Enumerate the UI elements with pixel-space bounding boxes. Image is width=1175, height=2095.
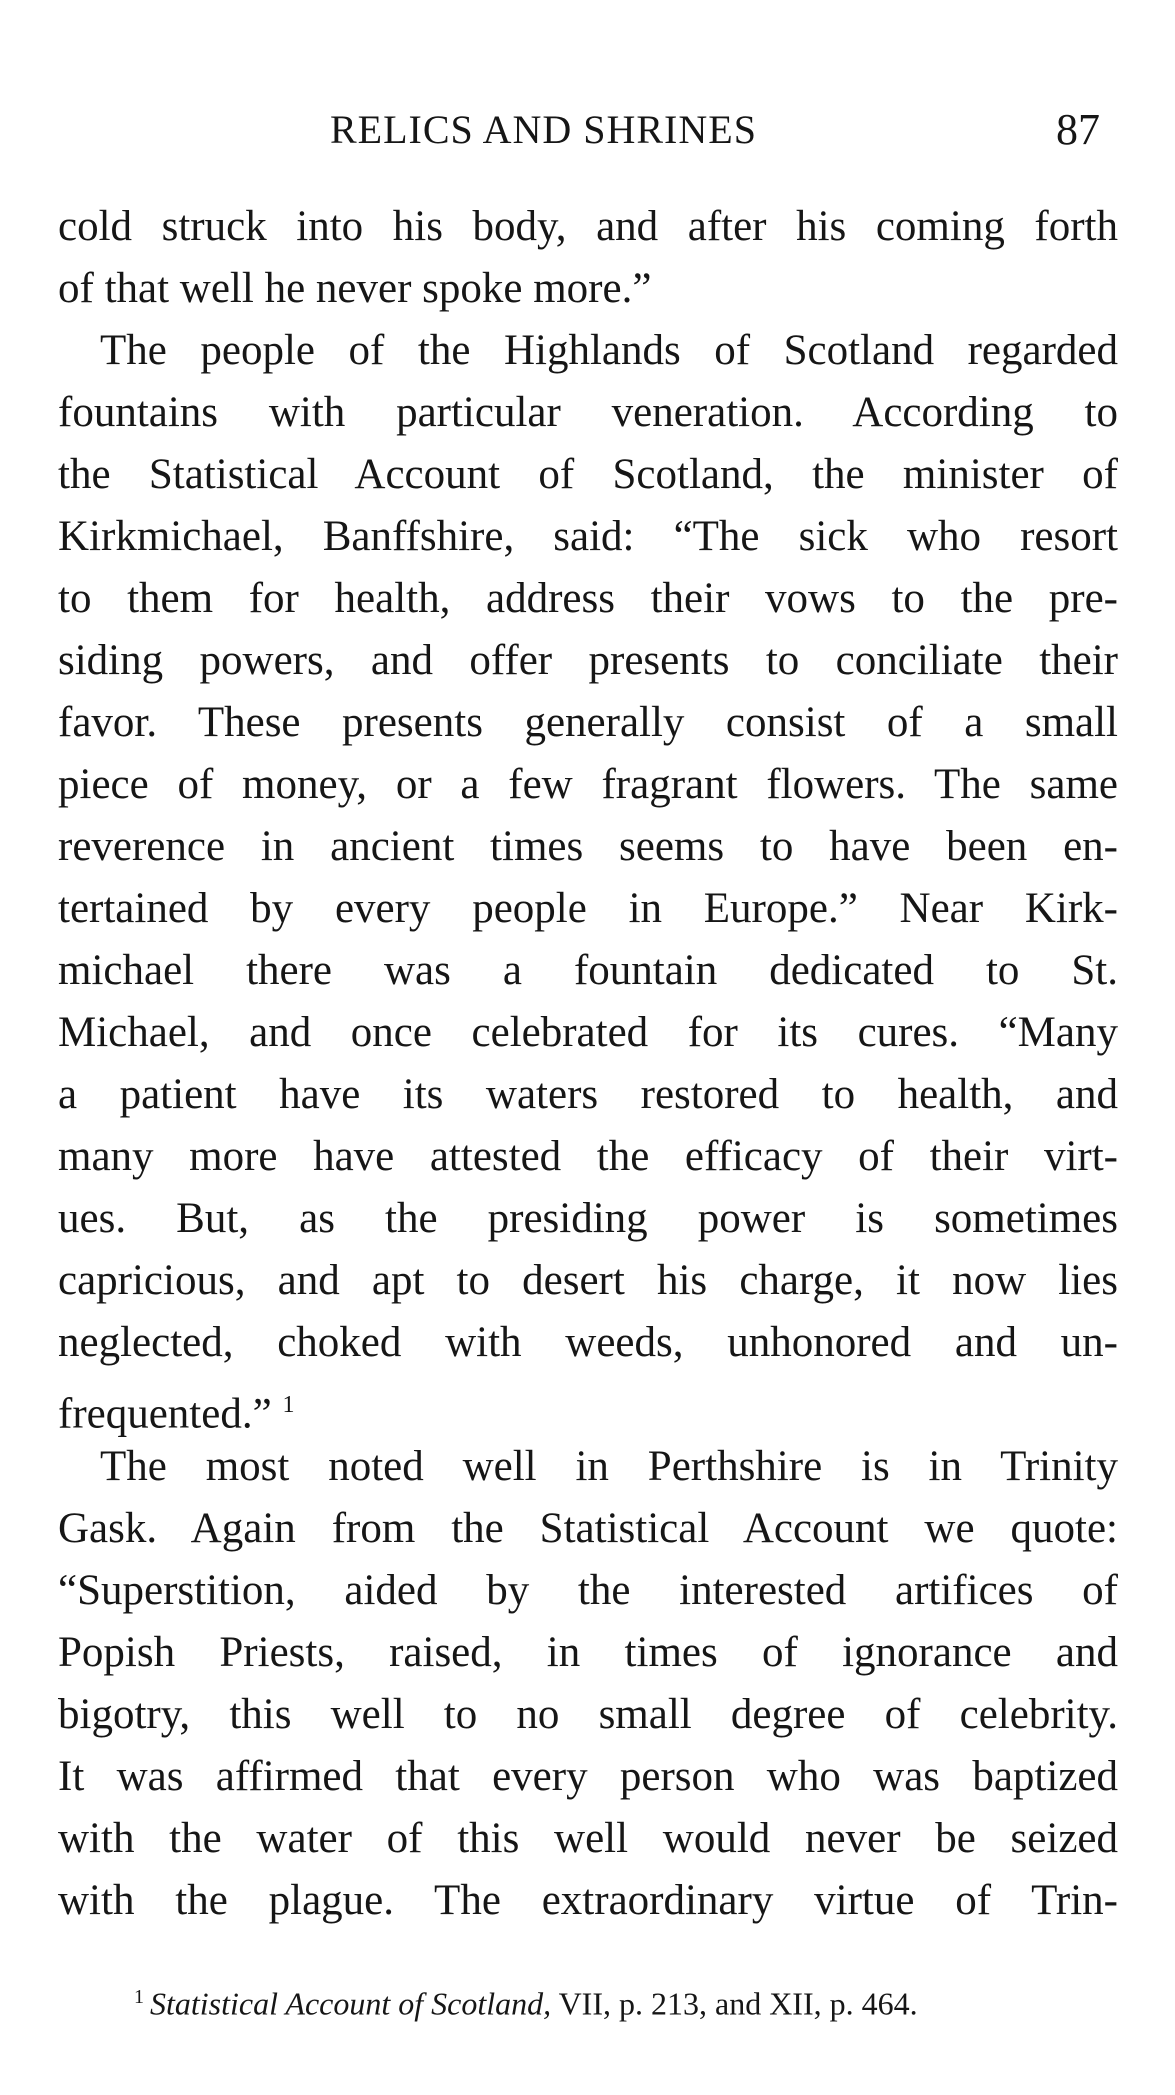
text-line: favor. These presents generally consist of a small (58, 699, 1118, 746)
text-line: tertained by every people in Europe.” Near Kirk- (58, 885, 1118, 932)
text-line: piece of money, or a few fragrant flowers. The same (58, 761, 1118, 808)
footnote-source-title: Statistical Account of Scotland, (150, 1985, 552, 2022)
footnote-reference: 1 (282, 1392, 295, 1418)
text-line: of that well he never spoke more.” (58, 265, 652, 312)
page-number: 87 (1056, 105, 1100, 154)
text-line-with-footnote (58, 1374, 1118, 1436)
text-line: cold struck into his body, and after his coming forth (58, 203, 1118, 250)
text-line: fountains with particular veneration. According to (58, 389, 1118, 436)
text-line: michael there was a fountain dedicated to St. (58, 947, 1118, 994)
text-line: bigotry, this well to no small degree of celebrity. (58, 1691, 1118, 1738)
text-line: with the water of this well would never be seized (58, 1815, 1118, 1862)
footnote-marker: 1 (134, 1986, 144, 2008)
text-line: the Statistical Account of Scotland, the minister of (58, 451, 1118, 498)
text-line: reverence in ancient times seems to have been en- (58, 823, 1118, 870)
footnote-text: VII, p. 213, and XII, p. 464. (551, 1985, 918, 2022)
text-line: Kirkmichael, Banffshire, said: “The sick who resort (58, 513, 1118, 560)
text-line: to them for health, address their vows to the pre- (58, 575, 1118, 622)
text-line: It was affirmed that every person who was baptized (58, 1753, 1118, 1800)
text-line: Michael, and once celebrated for its cures. “Many (58, 1009, 1118, 1056)
paragraph-start-line: The most noted well in Perthshire is in Trinity (100, 1443, 1118, 1490)
text-line: many more have attested the efficacy of their virt- (58, 1133, 1118, 1180)
text-fragment: frequented.” (58, 1390, 272, 1438)
text-line: a patient have its waters restored to health, and (58, 1071, 1118, 1118)
paragraph-start-line: The people of the Highlands of Scotland regarded (100, 327, 1118, 374)
footnote (134, 1975, 1134, 2026)
text-line: “Superstition, aided by the interested artifices of (58, 1567, 1118, 1614)
text-line: neglected, choked with weeds, unhonored and un- (58, 1319, 1118, 1366)
text-line: Popish Priests, raised, in times of ignorance and (58, 1629, 1118, 1676)
text-line: with the plague. The extraordinary virtue of Trin- (58, 1877, 1118, 1924)
running-title: RELICS AND SHRINES (330, 107, 757, 152)
text-line: capricious, and apt to desert his charge, it now lies (58, 1257, 1118, 1304)
body-text (58, 196, 1118, 1932)
text-line: siding powers, and offer presents to conciliate their (58, 637, 1118, 684)
text-line: Gask. Again from the Statistical Account we quote: (58, 1505, 1118, 1552)
text-line: ues. But, as the presiding power is sometimes (58, 1195, 1118, 1242)
running-header (0, 100, 1175, 160)
